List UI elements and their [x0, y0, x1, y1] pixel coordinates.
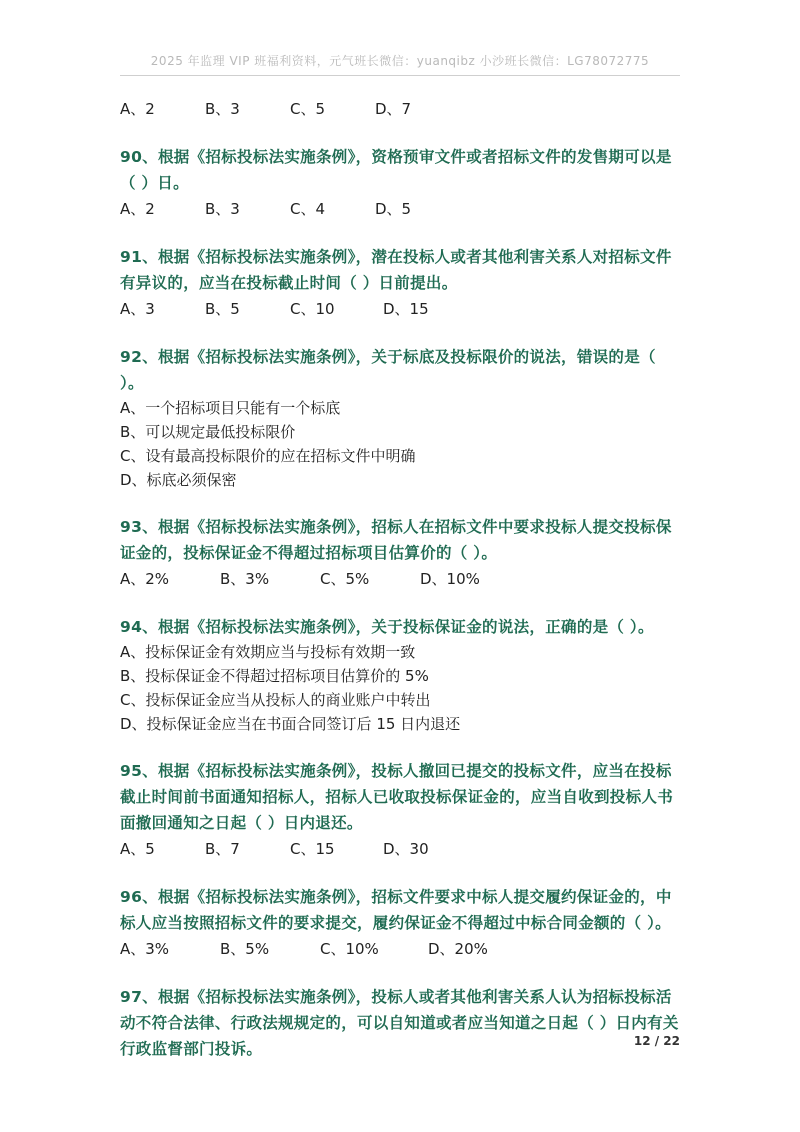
option: A、3% [120, 940, 170, 958]
option: B、3 [205, 100, 240, 118]
option: D、15 [383, 300, 429, 318]
question-94 [120, 614, 682, 736]
option: A、一个招标项目只能有一个标底 [120, 399, 341, 417]
option: B、5% [220, 940, 270, 958]
option: D、5 [375, 200, 412, 218]
question-stem: 92、根据《招标投标法实施条例》，关于标底及投标限价的说法，错误的是（ ）。 [120, 348, 656, 392]
question-stem: 93、根据《招标投标法实施条例》，招标人在招标文件中要求投标人提交投标保证金的，投标保证金不得超过招标项目估算价的（ ）。 [120, 518, 672, 562]
option: D、标底必须保密 [120, 471, 237, 489]
q89-options [120, 96, 682, 122]
option: B、可以规定最低投标限价 [120, 423, 296, 441]
page-header: 2025 年监理 VIP 班福利资料，元气班长微信：yuanqibz 小沙班长微信：LG78072775 [150, 54, 650, 68]
option: A、2 [120, 200, 155, 218]
option: A、2 [120, 100, 155, 118]
option: C、设有最高投标限价的应在招标文件中明确 [120, 447, 416, 465]
option: B、3 [205, 200, 240, 218]
option: A、2% [120, 570, 170, 588]
option: D、7 [375, 100, 412, 118]
question-96 [120, 884, 682, 962]
question-stem: 90、根据《招标投标法实施条例》，资格预审文件或者招标文件的发售期可以是（ ）日。 [120, 148, 672, 192]
question-options [120, 936, 682, 962]
option: B、5 [205, 300, 240, 318]
question-options [120, 296, 682, 322]
question-options [120, 836, 682, 862]
option: D、30 [383, 840, 429, 858]
option: A、5 [120, 840, 155, 858]
option: C、5 [290, 100, 326, 118]
question-95 [120, 758, 682, 862]
header-divider [120, 75, 680, 76]
question-stem: 95、根据《招标投标法实施条例》，投标人撤回已提交的投标文件，应当在投标截止时间前书面通知招标人，招标人已收取投标保证金的，应当自收到投标人书面撤回通知之日起（ ）日内退还。 [120, 762, 674, 832]
question-97 [120, 984, 682, 1062]
option: C、15 [290, 840, 335, 858]
question-stem: 96、根据《招标投标法实施条例》，招标文件要求中标人提交履约保证金的，中标人应当按照招标文件的要求提交，履约保证金不得超过中标合同金额的（ ）。 [120, 888, 672, 932]
option: B、投标保证金不得超过招标项目估算价的 5% [120, 667, 429, 685]
page-number: 12 / 22 [633, 1034, 680, 1048]
option: C、10% [320, 940, 379, 958]
question-91 [120, 244, 682, 322]
question-options [120, 566, 682, 592]
question-stem: 91、根据《招标投标法实施条例》，潜在投标人或者其他利害关系人对招标文件有异议的，应当在投标截止时间（ ）日前提出。 [120, 248, 672, 292]
option: A、3 [120, 300, 155, 318]
question-90 [120, 144, 682, 222]
question-93 [120, 514, 682, 592]
question-stem: 97、根据《招标投标法实施条例》，投标人或者其他利害关系人认为招标投标活动不符合法律、行政法规规定的，可以自知道或者应当知道之日起（ ）日内有关行政监督部门投诉。 [120, 988, 679, 1058]
option: B、7 [205, 840, 240, 858]
option: A、投标保证金有效期应当与投标有效期一致 [120, 643, 416, 661]
question-options [120, 196, 682, 222]
page-content [120, 96, 682, 1062]
option: D、投标保证金应当在书面合同签订后 15 日内退还 [120, 715, 461, 733]
option: C、投标保证金应当从投标人的商业账户中转出 [120, 691, 431, 709]
question-stem: 94、根据《招标投标法实施条例》，关于投标保证金的说法，正确的是（ ）。 [120, 618, 654, 636]
question-92 [120, 344, 682, 492]
option: B、3% [220, 570, 270, 588]
option: C、5% [320, 570, 370, 588]
option: D、10% [420, 570, 480, 588]
option: C、10 [290, 300, 335, 318]
option: C、4 [290, 200, 326, 218]
option: D、20% [428, 940, 488, 958]
